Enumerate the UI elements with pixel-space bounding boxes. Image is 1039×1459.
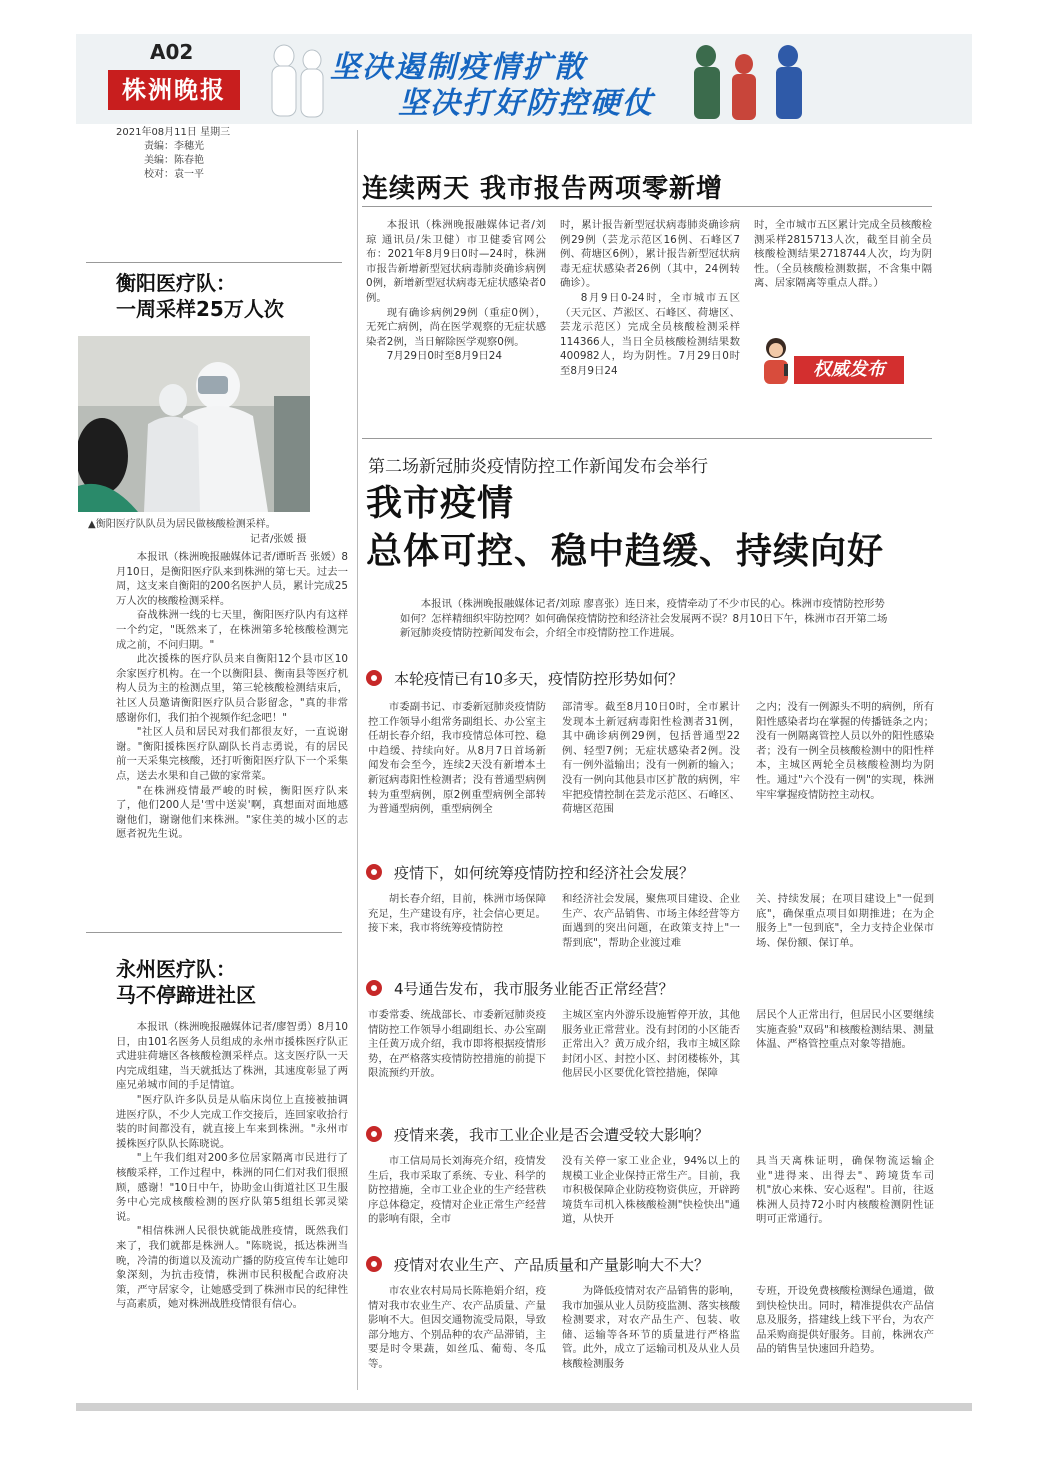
section4-col2 — [562, 1154, 740, 1232]
bullet-icon — [366, 670, 382, 686]
main-story-rule — [362, 438, 932, 439]
issue-date: 2021年08月11日 星期三 — [116, 127, 231, 138]
photo-illustration — [78, 336, 310, 512]
main-story-headline — [366, 480, 884, 576]
top-story-col3 — [754, 218, 932, 318]
section1-col1 — [368, 700, 546, 832]
paragraph: 本报讯（株洲晚报融媒体记者/刘琼 通讯员/朱卫健）市卫健委官网公布：2021年8月9日0时—24时，株洲市报告新增新型冠状病毒肺炎确诊病例0例，新增新型冠状病毒无症状感染者0例。 — [366, 219, 546, 304]
medical-team-photo — [78, 336, 310, 512]
paragraph: 为降低疫情对农产品销售的影响，我市加强从业人员防疫监测、落实核酸检测要求，对农产品生产、包装、收储、运输等各环节的质量进行严格监管。此外，成立了运输司机及从业人员核酸检测服务 — [562, 1285, 740, 1370]
paragraph: 部清零。截至8月10日0时，全市累计发现本土新冠病毒阳性检测者31例，其中确诊病例29例，包括普通型22例、轻型7例；无症状感染者2例。没有一例外溢输出；没有一例新的输入；没有一例向其他县市区扩散的病例，牢牢把疫情控制在芸龙示范区、石峰区、荷塘区范围 — [562, 701, 740, 816]
paragraph: 现有确诊病例29例（重症0例），无死亡病例，尚在医学观察的无症状感染者2例，当日解除医学观察0例。 — [366, 306, 546, 348]
proofreader-credit: 校对：袁一平 — [144, 169, 204, 180]
sidebar-story1-body — [116, 550, 348, 910]
paragraph: 和经济社会发展，聚焦项目建设、企业生产、农产品销售、市场主体经营等方面遇到的突出问题，在政策支持上"一帮到底"，帮助企业渡过难 — [562, 893, 740, 949]
headline-line: 我市疫情 — [366, 483, 515, 524]
question-text: 本轮疫情已有10多天，疫情防控形势如何？ — [394, 670, 684, 688]
headline-line: 总体可控、稳中趋缓、持续向好 — [366, 531, 885, 572]
question-heading — [366, 668, 926, 688]
paragraph: "社区人员和居民对我们都很友好，一直说谢谢。"衡阳援株医疗队副队长肖志勇说，有的居民前一天采集完核酸，还打听衡阳医疗队下一个采集点，送去水果和自己做的家常菜。 — [116, 726, 348, 782]
sidebar-mid-rule — [86, 932, 342, 933]
paragraph: "上午我们组对200多位居家隔离市民进行了核酸采样，工作过程中，株洲的同仁们对我们很照顾，感谢！"10日中午，协助金山街道社区卫生服务中心完成核酸检测的医疗队第5组组长郭灵梁说。 — [116, 1152, 348, 1223]
question-heading — [366, 1254, 926, 1274]
announcer-icon — [758, 334, 794, 386]
editor-credit: 责编：李穗光 — [144, 141, 204, 152]
question-heading — [366, 862, 926, 882]
section2-col1 — [368, 892, 546, 954]
authority-release-badge — [758, 330, 928, 390]
paragraph: 此次援株的医疗队员来自衡阳12个县市区10余家医疗机构。在一个以衡阳县、衡南县等医疗机构人员为主的检测点里，第三轮核酸检测结束后，社区人员邀请衡阳医疗队员合影留念，"真的非常感谢你们，我们拍个视频作纪念吧！" — [116, 653, 348, 724]
paragraph: 本报讯（株洲晚报融媒体记者/廖智勇）8月10日，由101名医务人员组成的永州市援株医疗队正式进驻荷塘区各核酸检测采样点。这支医疗队一天内完成组建，当天就抵达了株洲，其速度彰显了两座兄弟城市间的手足情谊。 — [116, 1021, 348, 1092]
authority-release-label: 权威发布 — [794, 356, 904, 384]
section1-col3 — [756, 700, 934, 832]
section3-col2 — [562, 1008, 740, 1100]
question-text: 疫情下，如何统筹疫情防控和经济社会发展？ — [394, 864, 695, 882]
photo-caption: ▲衡阳医疗队队员为居民做核酸检测采样。 — [88, 519, 276, 530]
paragraph: "相信株洲人民很快就能战胜疫情，既然我们来了，我们就都是株洲人。"陈晓说，抵达株洲当晚，冷清的街道以及流动广播的防疫宣传车让她印象深刻，为抗击疫情，株洲市民积极配合政府决策，严守居家令，让她感受到了株洲市民的纪律性与高素质，她对株洲战胜疫情很有信心。 — [116, 1225, 348, 1311]
paragraph: 市委副书记、市委新冠肺炎疫情防控工作领导小组常务副组长、办公室主任胡长春介绍，我市疫情总体可控、稳中趋缓、持续向好。从8月7日首场新闻发布会至今，连续2天没有新增本土新冠病毒阳性检测者；没有普通型病例转为重型病例，原2例重型病例全部转为普通型病例，重型病例全 — [368, 701, 546, 816]
paragraph: 之内；没有一例源头不明的病例，所有阳性感染者均在掌握的传播链条之内；没有一例隔离管控人员以外的阳性感染者；没有一例全员核酸检测中的阳性样本，主城区两轮全员核酸检测均为阴性。通过"六个没有一例"的实现，株洲牢牢掌握疫情防控主动权。 — [756, 701, 934, 801]
paragraph: 关、持续发展；在项目建设上"一促到底"，确保重点项目如期推进；在为企服务上"一包到底"，全力支持企业保市场、保份额、保订单。 — [756, 893, 934, 949]
paragraph: "医疗队许多队员是从临床岗位上直接被抽调进医疗队，不少人完成工作交接后，连回家收拾行装的时间都没有，就直接上车来到株洲。"永州市援株医疗队队长陈晓说。 — [116, 1093, 348, 1150]
main-story-deck: 第二场新冠肺炎疫情防控工作新闻发布会举行 — [368, 457, 708, 477]
photo-credit: 记者/张媛 摄 — [250, 534, 307, 545]
banner-slogan-2: 坚决打好防控硬仗 — [398, 86, 654, 121]
paragraph: 专班，开设免费核酸检测绿色通道，做到快检快出。同时，精准提供农产品信息及服务，搭建线上线下平台，为农产品采购商提供好服务。目前，株洲农产品的销售呈快速回升趋势。 — [756, 1285, 934, 1356]
paragraph: 7月29日0时至8月9日24 — [386, 350, 503, 363]
section4-col1 — [368, 1154, 546, 1232]
banner-slogan-1: 坚决遏制疫情扩散 — [330, 50, 586, 85]
paragraph: 时，全市城市五区累计完成全员核酸检测采样2815713人次，截至目前全员核酸检测结果2718744人次，均为阴性。（全员核酸检测数据，不含集中隔离、居家隔离等重点人群。） — [754, 219, 932, 290]
question-heading — [366, 978, 926, 998]
top-story-title: 连续两天 我市报告两项零新增 — [362, 174, 724, 204]
paragraph: 8月9日0-24时，全市城市五区（天元区、芦淞区、石峰区、荷塘区、芸龙示范区）完成全员核酸检测采样114366人，当日全员核酸检测结果数400982人，均为阴性。7月29日0时至8月9日24 — [560, 291, 740, 377]
page-number: A02 — [150, 40, 194, 64]
paragraph: 本报讯（株洲晚报融媒体记者/刘琼 廖喜张）连日来，疫情牵动了不少市民的心。株洲市疫情防控形势如何？怎样精细织牢防控网？如何确保疫情防控和经济社会发展两不误？8月10日下午，株洲市召开第二场新冠肺炎疫情防控新闻发布会，介绍全市疫情防控工作进展。 — [400, 598, 888, 640]
main-story-lead — [400, 597, 890, 641]
paragraph: 主城区室内外游乐设施暂停开放，其他服务业正常营业。没有封闭的小区能否正常出入？黄万成介绍，我市主城区除封闭小区、封控小区、封闭楼栋外，其他居民小区要优化管控措施，保障 — [562, 1009, 740, 1080]
bullet-icon — [366, 1126, 382, 1142]
top-story-rule — [362, 206, 932, 207]
column-divider — [357, 130, 358, 1390]
paragraph: 市农业农村局局长陈艳娟介绍，疫情对我市农业生产、农产品质量、产量影响不大。但因交通物流受局限，导致部分地方、个别品种的农产品滞销，主要是时令果蔬，如丝瓜、葡萄、冬瓜等。 — [368, 1285, 546, 1370]
section2-col2 — [562, 892, 740, 954]
paragraph: 市委常委、统战部长、市委新冠肺炎疫情防控工作领导小组副组长、办公室副主任黄万成介绍，我市即将根据疫情形势，在严格落实疫情防控措施的前提下限流预约开放。 — [368, 1009, 546, 1080]
paragraph: "在株洲疫情最严峻的时候，衡阳医疗队来了，他们200人是'雪中送炭'啊，真想面对面地感谢他们，谢谢他们来株洲。"家住美的城小区的志愿者祝先生说。 — [116, 784, 348, 841]
bullet-icon — [366, 980, 382, 996]
paragraph: 没有关停一家工业企业，94%以上的规模工业企业保持正常生产。目前，我市积极保障企业防疫物资供应，开辟跨境货车司机入株核酸检测"快检快出"通道，从快开 — [562, 1155, 740, 1226]
paragraph: 时，累计报告新型冠状病毒肺炎确诊病例29例（芸龙示范区16例、石峰区7例、荷塘区6例），累计报告新型冠状病毒无症状感染者26例（其中，24例转确诊）。 — [560, 219, 740, 290]
section1-col2 — [562, 700, 740, 832]
paragraph: 市工信局局长刘海亮介绍，疫情发生后，我市采取了系统、专业、科学的防控措施，全市工业企业的生产经营秩序总体稳定，疫情对企业正常生产经营的影响有限，全市 — [368, 1155, 546, 1226]
section2-col3 — [756, 892, 934, 954]
paragraph: 本报讯（株洲晚报融媒体记者/谭昕吾 张媛）8月10日，是衡阳医疗队来到株洲的第七天。过去一周，这支来自衡阳的200名医护人员，累计完成25万人次的核酸检测采样。 — [116, 551, 348, 607]
bullet-icon — [366, 864, 382, 880]
designer-credit: 美编：陈春艳 — [144, 155, 204, 166]
top-story-col1 — [366, 218, 546, 390]
question-heading — [366, 1124, 926, 1144]
edition-info — [116, 126, 230, 182]
section5-col1 — [368, 1284, 546, 1388]
title-line: 永州医疗队： — [116, 957, 236, 981]
paragraph: 奋战株洲一线的七天里，衡阳医疗队内有这样一个约定，"既然来了，在株洲第多轮核酸检测完成之前，不问归期。" — [116, 609, 348, 651]
section3-col1 — [368, 1008, 546, 1100]
section4-col3 — [756, 1154, 934, 1232]
paragraph: 胡长春介绍，目前，株洲市场保障充足，生产建设有序，社会信心更足。接下来，我市将统筹疫情防控 — [368, 893, 546, 935]
title-line: 衡阳医疗队： — [116, 271, 236, 295]
section3-col3 — [756, 1008, 934, 1100]
question-text: 4号通告发布，我市服务业能否正常经营？ — [394, 980, 674, 998]
sidebar-story1-title — [116, 270, 284, 322]
section5-col2 — [562, 1284, 740, 1388]
question-text: 疫情来袭，我市工业企业是否会遭受较大影响？ — [394, 1126, 710, 1144]
section5-col3 — [756, 1284, 934, 1388]
paragraph: 居民个人正常出行，但居民小区要继续实施查验"双码"和核酸检测结果、测量体温、严格管控重点对象等措施。 — [756, 1009, 934, 1051]
paragraph: 具当天离株证明，确保物流运输企业"进得来、出得去"、跨境货车司机"放心来株、安心返程"。目前，往返株洲人员持72小时内核酸检测阴性证明可正常通行。 — [756, 1155, 934, 1226]
bullet-icon — [366, 1256, 382, 1272]
page-footer-bar — [76, 1403, 972, 1411]
sidebar-story2-body — [116, 1020, 348, 1400]
sidebar-top-rule — [86, 262, 342, 263]
sidebar-story2-title — [116, 956, 256, 1008]
newspaper-masthead: 株洲晚报 — [108, 70, 240, 110]
title-line: 一周采样25万人次 — [116, 297, 284, 321]
question-text: 疫情对农业生产、产品质量和产量影响大不大？ — [394, 1256, 710, 1274]
top-story-col2 — [560, 218, 740, 390]
title-line: 马不停蹄进社区 — [116, 983, 256, 1007]
